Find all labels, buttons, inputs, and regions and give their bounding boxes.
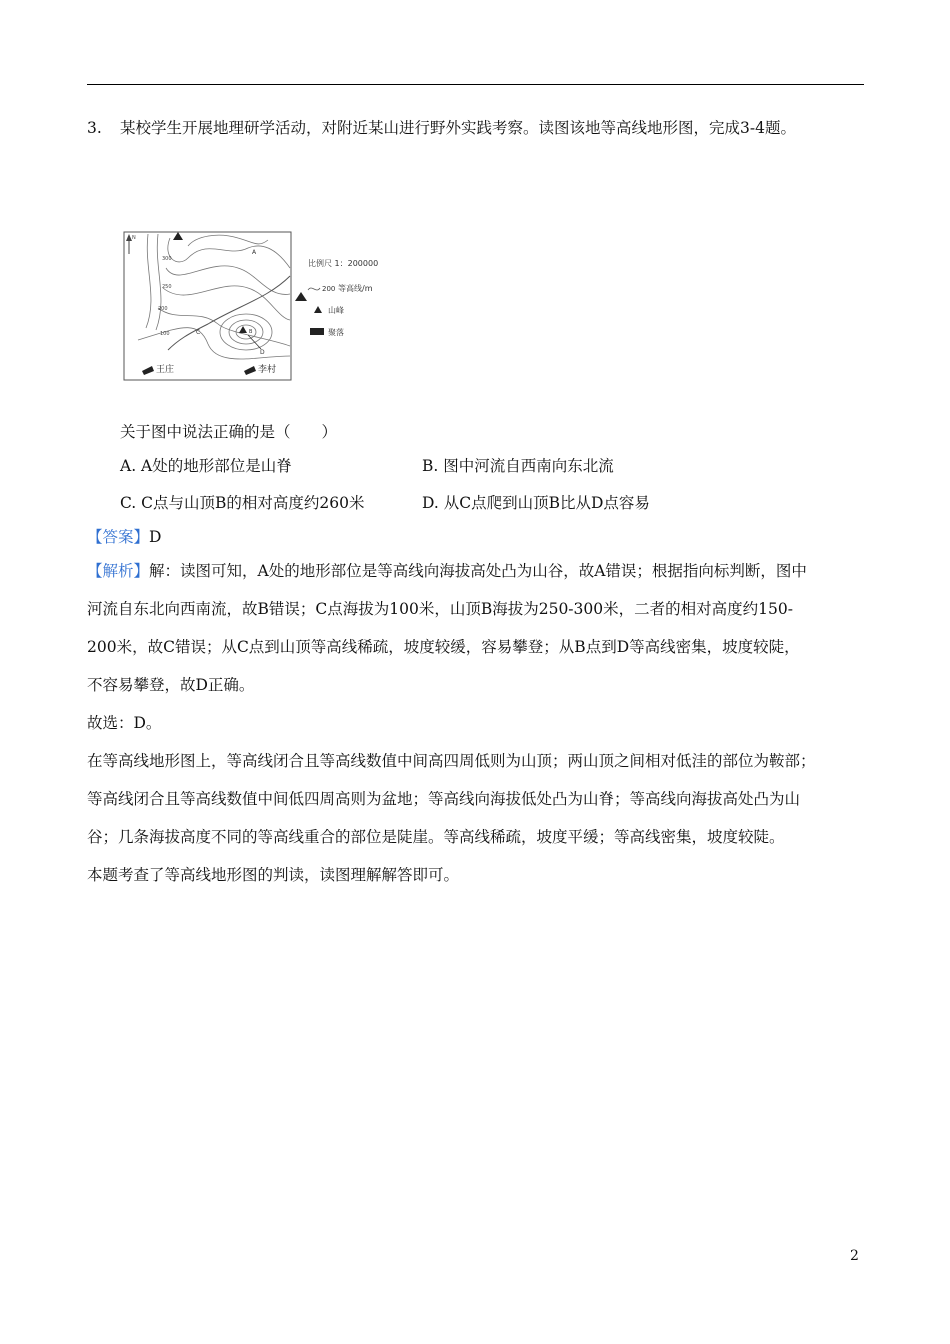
analysis-note-3: 谷；几条海拔高度不同的等高线重合的部位是陡崖。等高线稀疏，坡度平缓；等高线密集，坡度较陡。 <box>87 828 785 846</box>
contour-label-200: 200 <box>158 306 168 312</box>
peak-icon <box>239 326 247 333</box>
contour-map <box>118 228 418 388</box>
option-b: B. 图中河流自西南向东北流 <box>422 457 614 475</box>
analysis-line-2: 河流自东北向西南流，故B错误；C点海拔为100米，山顶B海拔为250-300米，二者的相对高度约150- <box>87 600 793 618</box>
legend-contour-icon <box>308 288 320 290</box>
option-a: A. A处的地形部位是山脊 <box>120 457 292 475</box>
point-label-b: B <box>249 329 253 335</box>
north-arrow-icon <box>126 234 136 254</box>
answer-tag: 【答案】 <box>87 528 150 546</box>
legend-scale: 比例尺 1：200000 <box>308 259 379 268</box>
peak-icon <box>295 292 307 301</box>
village-label-licun: 李村 <box>258 365 277 375</box>
point-label-a: A <box>252 249 257 256</box>
settlement-icon <box>142 366 154 375</box>
answer-line <box>87 527 867 547</box>
analysis-summary: 本题考查了等高线地形图的判读，读图理解解答即可。 <box>87 866 460 884</box>
legend-contour-value: 200 <box>322 285 336 293</box>
north-label: N <box>132 235 136 241</box>
analysis-choice: 故选：D。 <box>87 714 162 732</box>
option-d: D. 从C点爬到山顶B比从D点容易 <box>422 494 650 512</box>
settlement-icon <box>244 366 256 375</box>
analysis-note-2: 等高线闭合且等高线数值中间低四周高则为盆地；等高线向海拔低处凸为山脊；等高线向海拔高处凸为山 <box>87 790 801 808</box>
header-rule <box>87 84 864 85</box>
analysis-line-3: 200米，故C错误；从C点到山顶等高线稀疏，坡度较缓，容易攀登；从B点到D等高线密集，坡度较陡， <box>87 638 800 656</box>
question-ask: 关于图中说法正确的是（ ） <box>120 423 338 441</box>
legend-settlement-label: 聚落 <box>328 328 344 337</box>
answer-value: D <box>149 528 162 546</box>
legend-peak-icon <box>314 306 322 313</box>
analysis-line-1 <box>87 561 867 581</box>
analysis-note-1: 在等高线地形图上，等高线闭合且等高线数值中间高四周低则为山顶；两山顶之间相对低洼的部位为鞍部； <box>87 752 816 770</box>
legend-contour-label: 等高线/m <box>338 284 373 293</box>
point-label-c: C <box>196 329 201 336</box>
analysis-tag: 【解析】 <box>87 562 150 580</box>
river <box>168 276 290 350</box>
contour-lines <box>138 234 290 359</box>
legend-settlement-icon <box>310 328 324 335</box>
question-text: 某校学生开展地理研学活动，对附近某山进行野外实践考察。读图该地等高线地形图，完成3-4题。 <box>120 119 796 137</box>
b-to-d-line <box>248 335 261 349</box>
option-c: C. C点与山顶B的相对高度约260米 <box>120 494 365 512</box>
peak-icon <box>173 232 183 240</box>
question-number: 3. <box>87 119 102 137</box>
contour-label-250: 250 <box>162 284 172 290</box>
analysis-line-4: 不容易攀登，故D正确。 <box>87 676 255 694</box>
analysis-text-1: 解：读图可知，A处的地形部位是等高线向海拔高处凸为山谷，故A错误；根据指向标判断，图中 <box>149 562 807 580</box>
village-label-wangzhuang: 王庄 <box>156 365 175 375</box>
legend-peak-label: 山峰 <box>328 306 344 315</box>
contour-label-100: 100 <box>160 331 170 337</box>
contour-label-300: 300 <box>162 256 172 262</box>
point-label-d: D <box>260 349 265 356</box>
page-number: 2 <box>850 1248 859 1264</box>
